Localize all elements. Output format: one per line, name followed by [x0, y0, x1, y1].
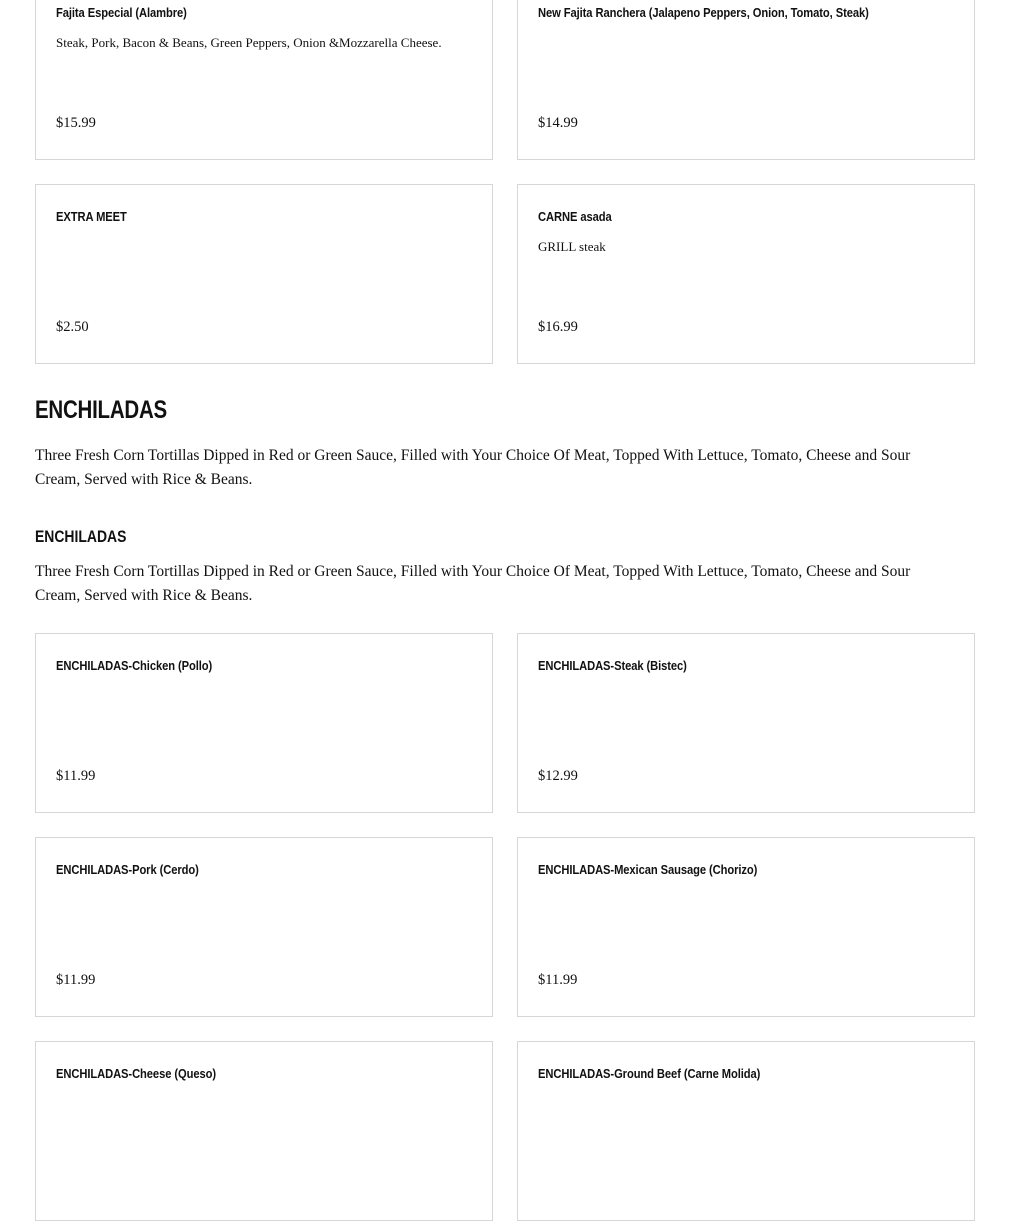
section-description: Three Fresh Corn Tortillas Dipped in Red or Green Sauce, Filled with Your Choice Of Meat, Topped With Lettuce, Tomato, Cheese and Sour Cream, Served with Rice & Beans.	[35, 447, 911, 488]
menu-item-price: $11.99	[56, 972, 96, 988]
menu-item-name: ENCHILADAS-Cheese (Queso)	[56, 1066, 216, 1081]
menu-item-name: ENCHILADAS-Mexican Sausage (Chorizo)	[538, 862, 758, 877]
menu-item-name: CARNE asada	[538, 209, 612, 224]
menu-item-card[interactable]	[35, 837, 493, 1017]
menu-item-name: ENCHILADAS-Chicken (Pollo)	[56, 658, 213, 673]
menu-item-price: $16.99	[538, 319, 578, 335]
menu-item-price: $11.99	[56, 768, 96, 784]
menu-item-card[interactable]	[517, 184, 975, 364]
menu-item-name: EXTRA MEET	[56, 209, 127, 224]
menu-item-price: $12.99	[538, 768, 578, 784]
menu-item-price: $11.99	[538, 972, 578, 988]
fajitas-items-grid	[35, 0, 975, 364]
subsection-title: ENCHILADAS	[35, 527, 127, 546]
menu-item-card[interactable]	[35, 0, 493, 160]
menu-item-name: ENCHILADAS-Pork (Cerdo)	[56, 862, 199, 877]
menu-item-name: ENCHILADAS-Ground Beef (Carne Molida)	[538, 1066, 761, 1081]
menu-item-card[interactable]	[517, 633, 975, 813]
menu-item-card[interactable]	[517, 1041, 975, 1221]
menu-item-name: New Fajita Ranchera (Jalapeno Peppers, Onion, Tomato, Steak)	[538, 5, 869, 20]
section-title: ENCHILADAS	[35, 396, 167, 424]
menu-item-description: Steak, Pork, Bacon & Beans, Green Peppers, Onion &Mozzarella Cheese.	[56, 35, 442, 50]
menu-item-price: $2.50	[56, 319, 89, 335]
menu-item-name: ENCHILADAS-Steak (Bistec)	[538, 658, 687, 673]
enchiladas-items-grid	[35, 633, 975, 1221]
menu-item-card[interactable]	[517, 0, 975, 160]
menu-item-card[interactable]	[517, 837, 975, 1017]
subsection-description: Three Fresh Corn Tortillas Dipped in Red or Green Sauce, Filled with Your Choice Of Meat, Topped With Lettuce, Tomato, Cheese and Sour Cream, Served with Rice & Beans.	[35, 563, 911, 604]
menu-item-price: $15.99	[56, 115, 96, 131]
menu-item-card[interactable]	[35, 184, 493, 364]
menu-item-card[interactable]	[35, 633, 493, 813]
menu-item-price: $14.99	[538, 115, 578, 131]
menu-item-description: GRILL steak	[538, 239, 606, 254]
menu-item-name: Fajita Especial (Alambre)	[56, 5, 187, 20]
menu-item-card[interactable]	[35, 1041, 493, 1221]
